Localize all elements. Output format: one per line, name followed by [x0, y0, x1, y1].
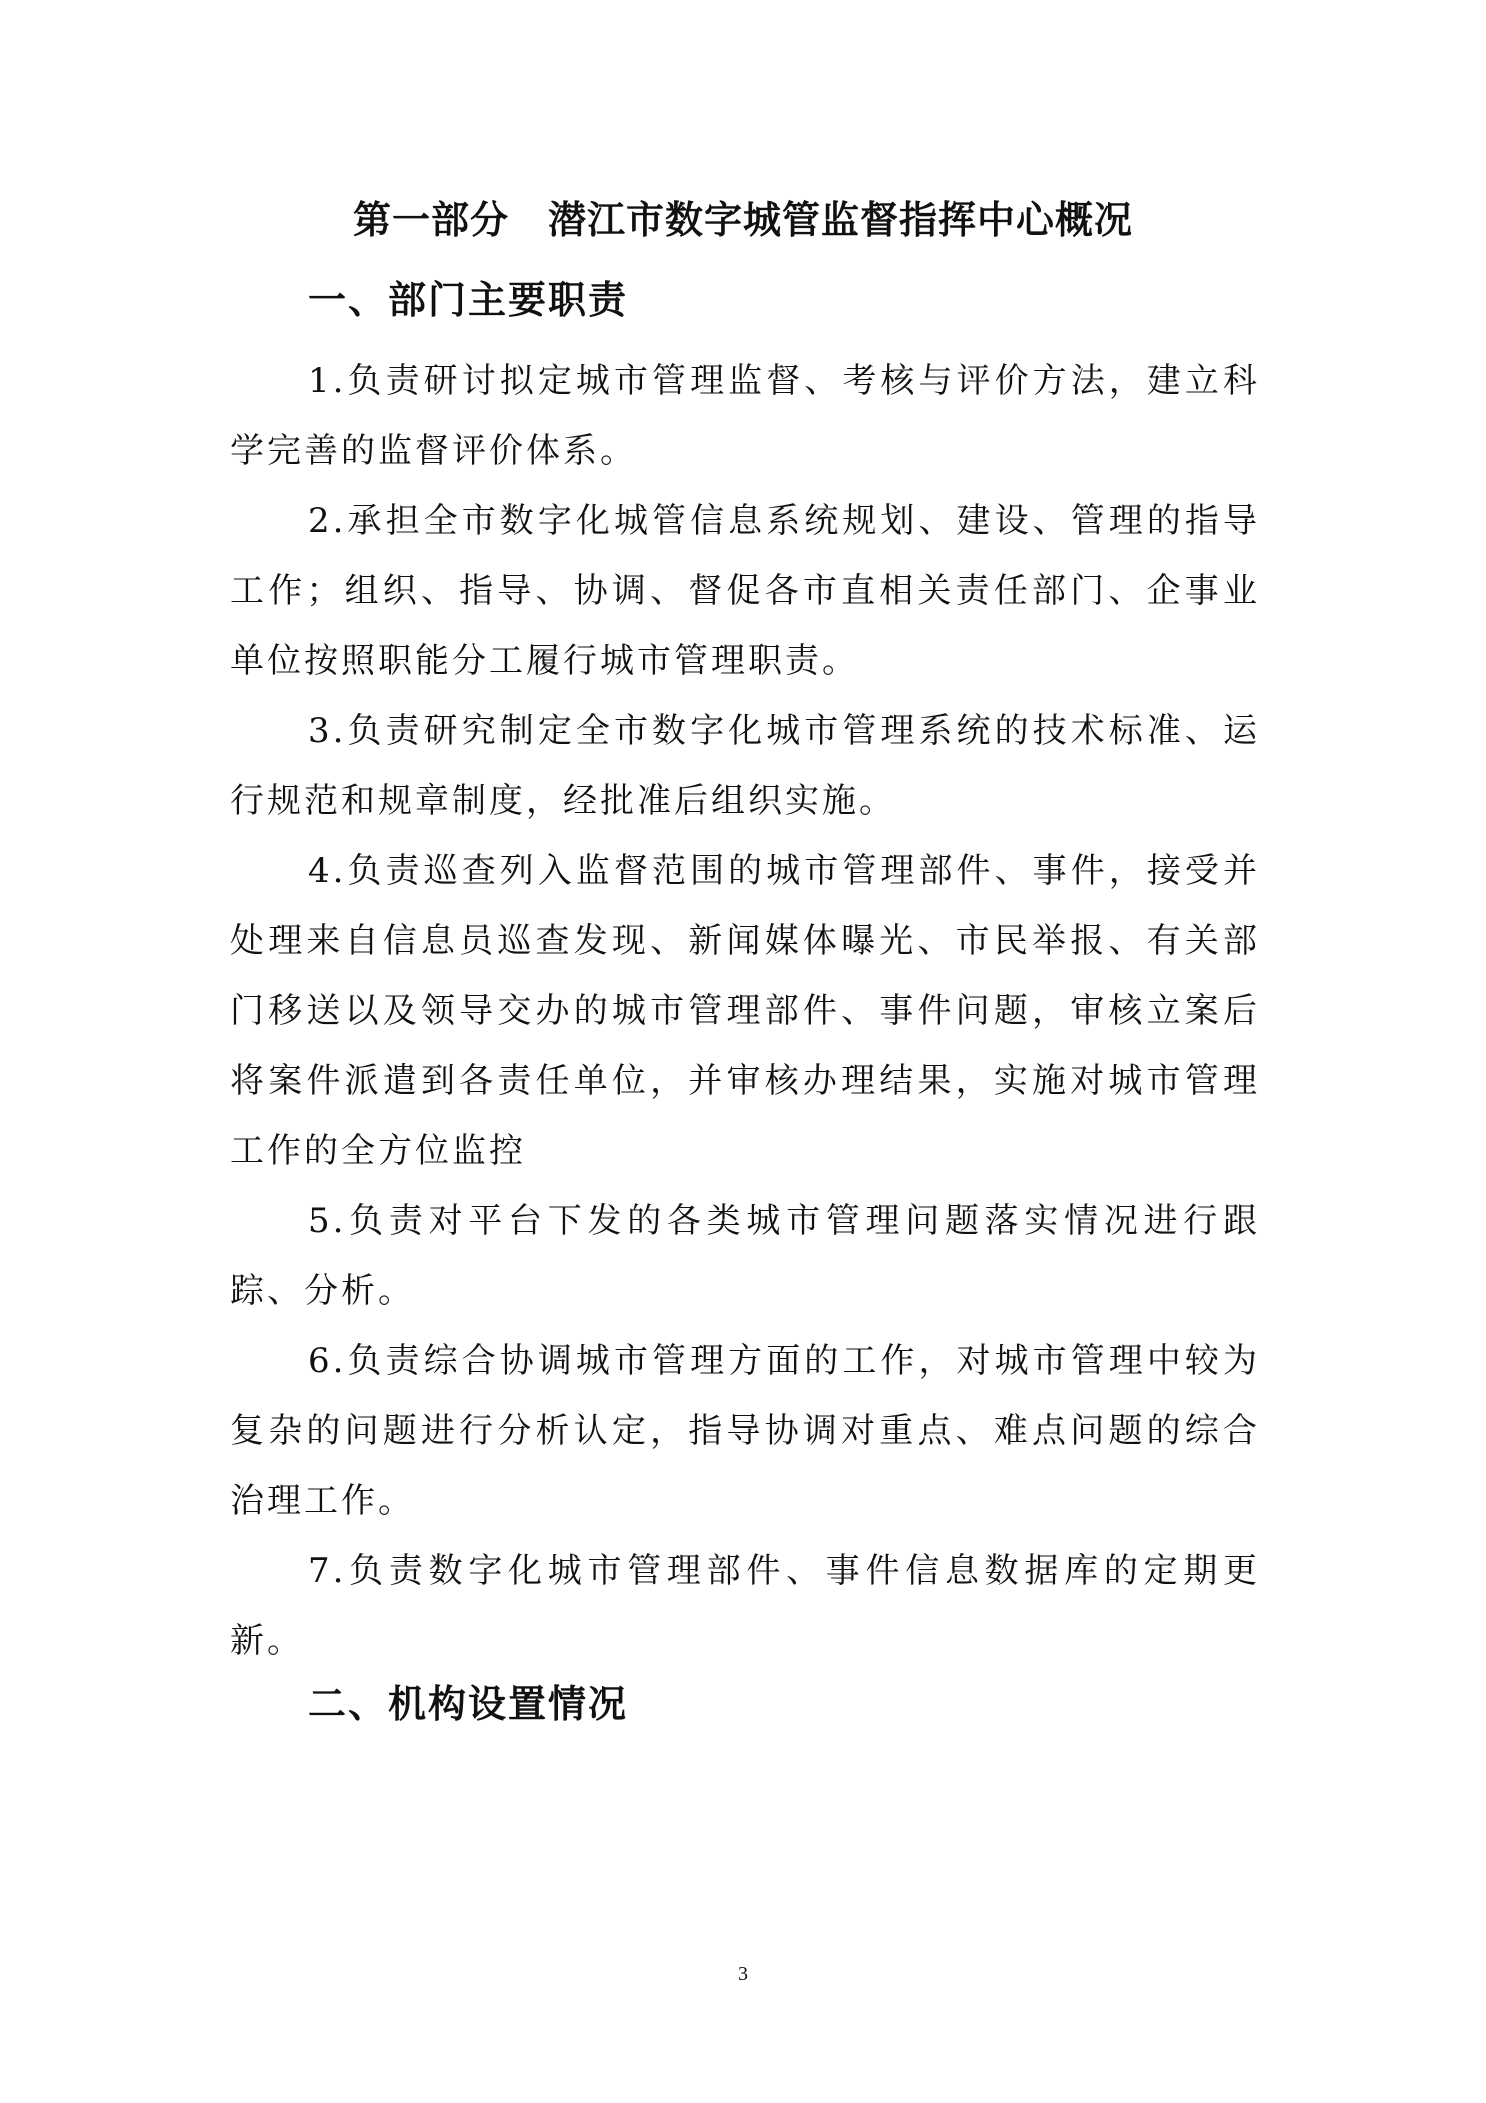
page-title: 第一部分 潜江市数字城管监督指挥中心概况 — [352, 198, 1133, 242]
duty-item-5: 5.负责对平台下发的各类城市管理问题落实情况进行跟踪、分析。 — [230, 1201, 1260, 1311]
duty-item-4: 4.负责巡查列入监督范围的城市管理部件、事件，接受并处理来自信息员巡查发现、新闻媒体曝光、市民举报、有关部门移送以及领导交办的城市管理部件、事件问题，审核立案后将案件派遣到各责任单位，并审核办理结果，实施对城市管理工作的全方位监控 — [230, 851, 1260, 1171]
section-heading-duties: 一、部门主要职责 — [308, 278, 629, 322]
duties-list — [230, 346, 1260, 1676]
duty-item-3: 3.负责研究制定全市数字化城市管理系统的技术标准、运行规范和规章制度，经批准后组织实施。 — [230, 711, 1260, 821]
section-heading-organization: 二、机构设置情况 — [308, 1682, 629, 1726]
duty-item-1: 1.负责研讨拟定城市管理监督、考核与评价方法，建立科学完善的监督评价体系。 — [230, 361, 1260, 471]
duty-item-6: 6.负责综合协调城市管理方面的工作，对城市管理中较为复杂的问题进行分析认定，指导协调对重点、难点问题的综合治理工作。 — [230, 1341, 1260, 1521]
duty-item-2: 2.承担全市数字化城管信息系统规划、建设、管理的指导工作；组织、指导、协调、督促各市直相关责任部门、企事业单位按照职能分工履行城市管理职责。 — [230, 501, 1260, 681]
duty-item-7: 7.负责数字化城市管理部件、事件信息数据库的定期更新。 — [230, 1551, 1260, 1661]
page-number: 3 — [738, 1963, 748, 1985]
